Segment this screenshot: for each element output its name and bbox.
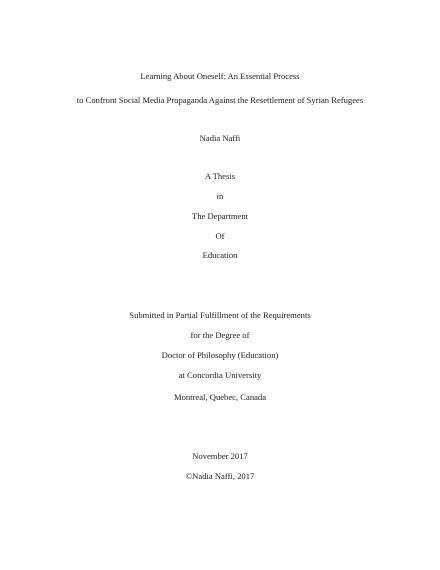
thesis-in: in bbox=[216, 191, 224, 201]
copyright-notice: ©Nadia Naffi, 2017 bbox=[185, 471, 255, 481]
degree-name: Doctor of Philosophy (Education) bbox=[161, 350, 279, 360]
thesis-label: A Thesis bbox=[204, 171, 236, 181]
thesis-title-line-2: to Confront Social Media Propaganda Against the Resettlement of Syrian Refugees bbox=[76, 95, 364, 105]
department-label: The Department bbox=[191, 211, 249, 221]
thesis-title-line-1: Learning About Oneself: An Essential Process bbox=[140, 71, 300, 81]
university-location: Montreal, Quebec, Canada bbox=[173, 392, 267, 402]
degree-intro: for the Degree of bbox=[190, 330, 250, 340]
submission-date: November 2017 bbox=[192, 451, 248, 461]
university-name: at Concordia University bbox=[178, 370, 262, 380]
department-of: Of bbox=[215, 231, 225, 241]
author-name: Nadia Naffi bbox=[199, 133, 241, 143]
submission-statement: Submitted in Partial Fulfillment of the Requirements bbox=[129, 310, 311, 320]
department-field: Education bbox=[202, 250, 238, 260]
